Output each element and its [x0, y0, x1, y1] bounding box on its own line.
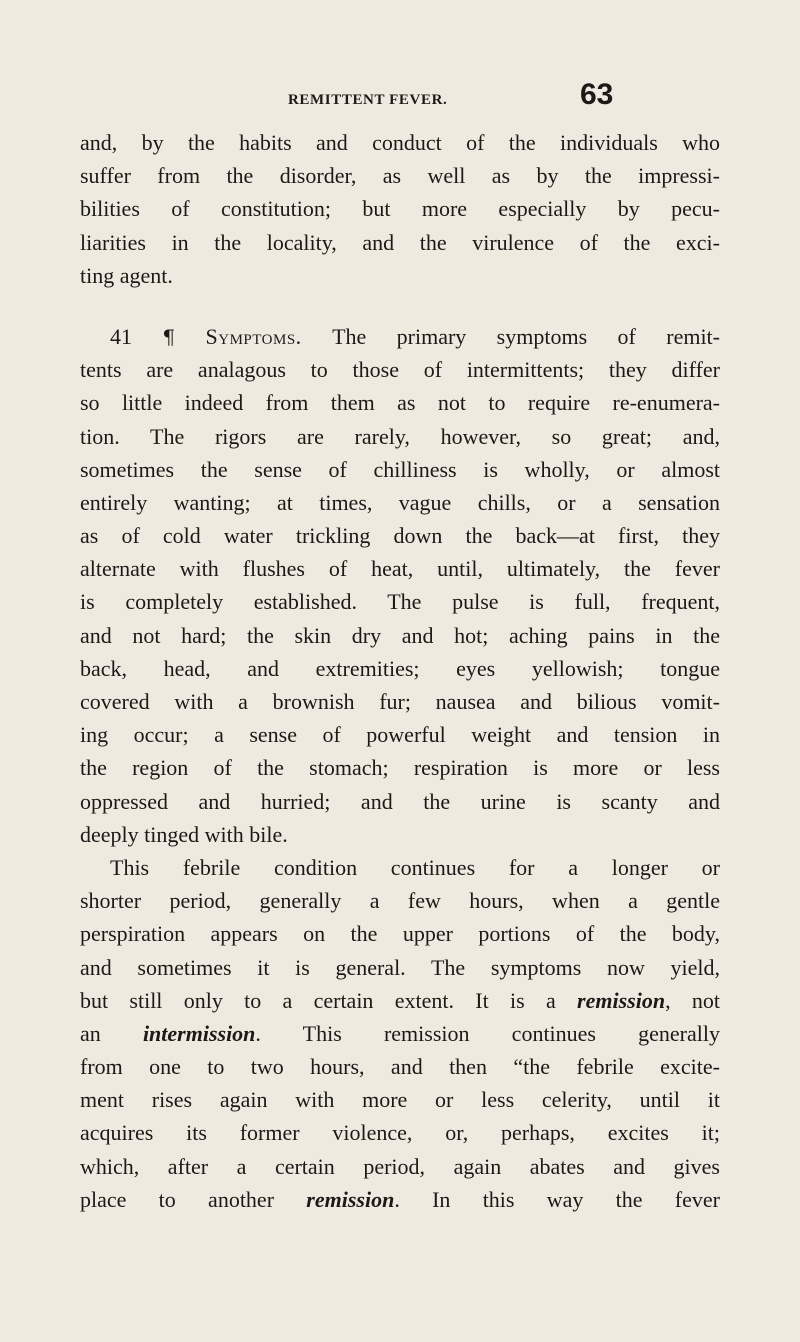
section-first-line	[80, 320, 720, 353]
section-heading: Symptoms.	[205, 323, 302, 349]
text-line	[80, 984, 720, 1017]
text-line: acquires its former violence, or, perhaps, excites it;	[80, 1120, 720, 1146]
text-line	[80, 851, 720, 884]
text-line: oppressed and hurried; and the urine is scanty and	[80, 788, 720, 814]
running-head: REMITTENT FEVER.	[288, 92, 448, 108]
text-line: the region of the stomach; respiration is more or less	[80, 755, 720, 781]
text-line: alternate with flushes of heat, until, ultimately, the fever	[80, 556, 720, 582]
text-line: deeply tinged with bile.	[80, 821, 288, 847]
text-line: from one to two hours, and then “the febrile excite-	[80, 1054, 720, 1080]
text-line: and not hard; the skin dry and hot; aching pains in the	[80, 622, 720, 648]
emphasis-remission: remission	[306, 1186, 395, 1212]
page-number: 63	[580, 78, 614, 111]
paragraph-gap	[80, 292, 720, 320]
text-line: tion. The rigors are rarely, however, so great; and,	[80, 423, 720, 449]
text-line: is completely established. The pulse is full, frequent,	[80, 589, 720, 615]
section-number: 41	[110, 323, 132, 349]
text-fragment: . This remission continues generally	[255, 1020, 720, 1046]
text-line: which, after a certain period, again abates and gives	[80, 1153, 720, 1179]
text-line: liarities in the locality, and the virulence of the exci-	[80, 229, 720, 255]
text-fragment: but still only to a certain extent. It is a	[80, 987, 578, 1013]
emphasis-intermission: intermission	[142, 1020, 256, 1046]
text-line: tents are analagous to those of intermittents; they differ	[80, 357, 720, 383]
text-line: ment rises again with more or less celerity, until it	[80, 1087, 720, 1113]
text-line: so little indeed from them as not to require re-enumera-	[80, 390, 720, 416]
text-line: back, head, and extremities; eyes yellowish; tongue	[80, 655, 720, 681]
text-line: covered with a brownish fur; nausea and bilious vomit-	[80, 689, 720, 714]
page-header	[0, 78, 800, 128]
text-line: perspiration appears on the upper portions of the body,	[80, 921, 720, 947]
text-line: ing occur; a sense of powerful weight and tension in	[80, 722, 720, 748]
emphasis-remission: remission	[577, 987, 666, 1013]
text-line: and sometimes it is general. The symptoms now yield,	[80, 954, 720, 980]
text-line: as of cold water trickling down the back—at first, they	[80, 523, 720, 549]
text-line	[80, 1183, 720, 1216]
text-line: entirely wanting; at times, vague chills, or a sensation	[80, 489, 720, 515]
text-line: suffer from the disorder, as well as by the impressi-	[80, 163, 720, 189]
body-text	[80, 126, 720, 1216]
text-line: shorter period, generally a few hours, when a gentle	[80, 888, 720, 914]
text-line: ting agent.	[80, 262, 173, 288]
text-fragment: place to another	[80, 1186, 307, 1212]
text-line	[80, 1017, 720, 1050]
text-line: and, by the habits and conduct of the individuals who	[80, 130, 720, 155]
text-fragment: This febrile condition continues for a longer or	[110, 854, 720, 880]
text-fragment: an	[80, 1020, 143, 1046]
text-line: bilities of constitution; but more especially by pecu-	[80, 196, 720, 222]
text-fragment: , not	[665, 987, 720, 1013]
paragraph-mark: ¶	[162, 324, 176, 349]
text-fragment: . In this way the fever	[394, 1186, 720, 1212]
text-line: sometimes the sense of chilliness is wholly, or almost	[80, 456, 720, 482]
text-fragment: The primary symptoms of remit-	[332, 323, 721, 349]
